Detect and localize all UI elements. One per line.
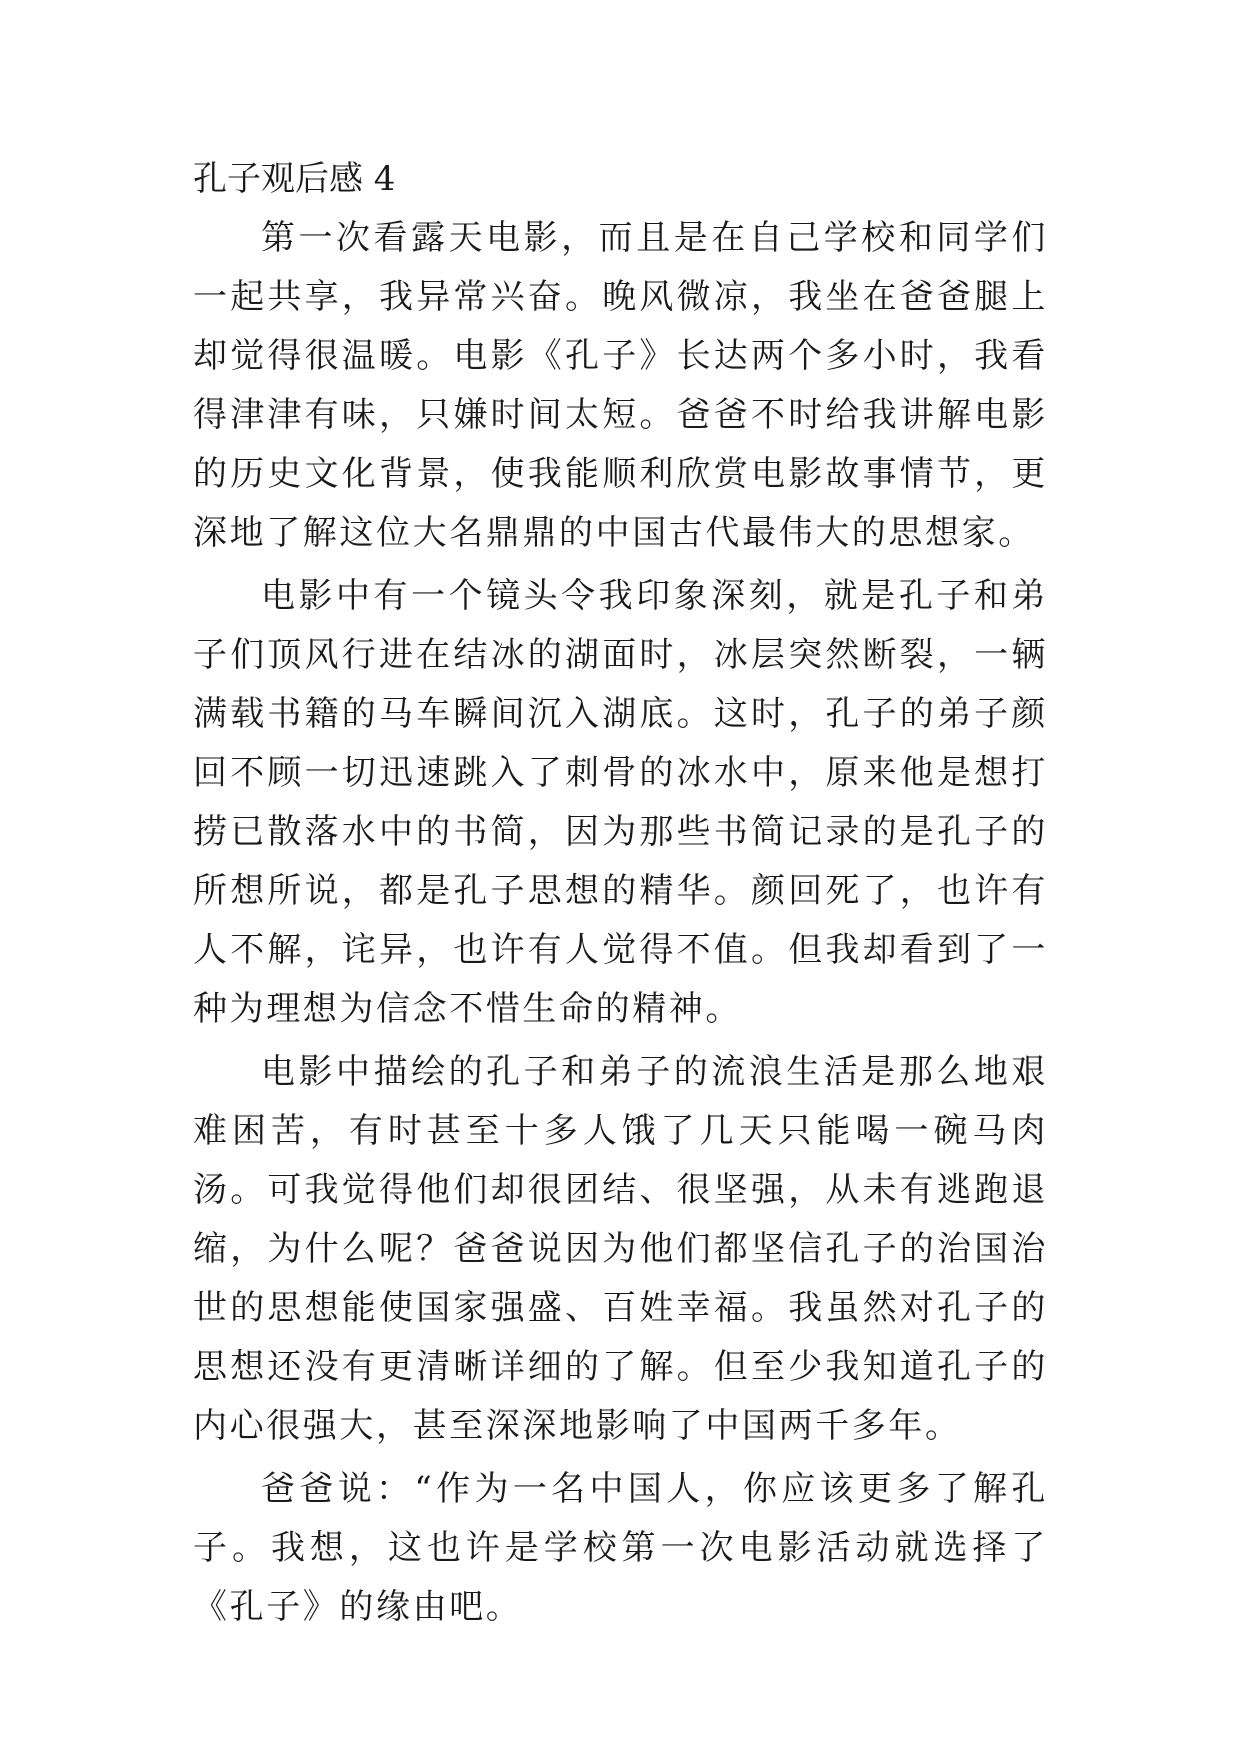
paragraph-1: 第一次看露天电影，而且是在自己学校和同学们一起共享，我异常兴奋。晚风微凉，我坐在爸爸腿上却觉得很温暖。电影《孔子》长达两个多小时，我看得津津有味，只嫌时间太短。爸爸不时给我讲解电影的历史文化背景，使我能顺利欣赏电影故事情节，更深地了解这位大名鼎鼎的中国古代最伟大的思想家。 bbox=[193, 218, 1048, 553]
document-title: 孔子观后感 4 bbox=[193, 159, 396, 199]
paragraph-2: 电影中有一个镜头令我印象深刻，就是孔子和弟子们顶风行进在结冰的湖面时，冰层突然断裂，一辆满载书籍的马车瞬间沉入湖底。这时，孔子的弟子颜回不顾一切迅速跳入了刺骨的冰水中，原来他是想打捞已散落水中的书简，因为那些书简记录的是孔子的所想所说，都是孔子思想的精华。颜回死了，也许有人不解，诧异，也许有人觉得不值。但我却看到了一种为理想为信念不惜生命的精神。 bbox=[193, 576, 1048, 1029]
document-body bbox=[193, 150, 1048, 1641]
paragraph-3: 电影中描绘的孔子和弟子的流浪生活是那么地艰难困苦，有时甚至十多人饿了几天只能喝一碗马肉汤。可我觉得他们却很团结、很坚强，从未有逃跑退缩，为什么呢？爸爸说因为他们都坚信孔子的治国治世的思想能使国家强盛、百姓幸福。我虽然对孔子的思想还没有更清晰详细的了解。但至少我知道孔子的内心很强大，甚至深深地影响了中国两千多年。 bbox=[193, 1052, 1048, 1446]
paragraph-4: 爸爸说：“作为一名中国人，你应该更多了解孔子。我想，这也许是学校第一次电影活动就选择了《孔子》的缘由吧。 bbox=[193, 1469, 1048, 1627]
